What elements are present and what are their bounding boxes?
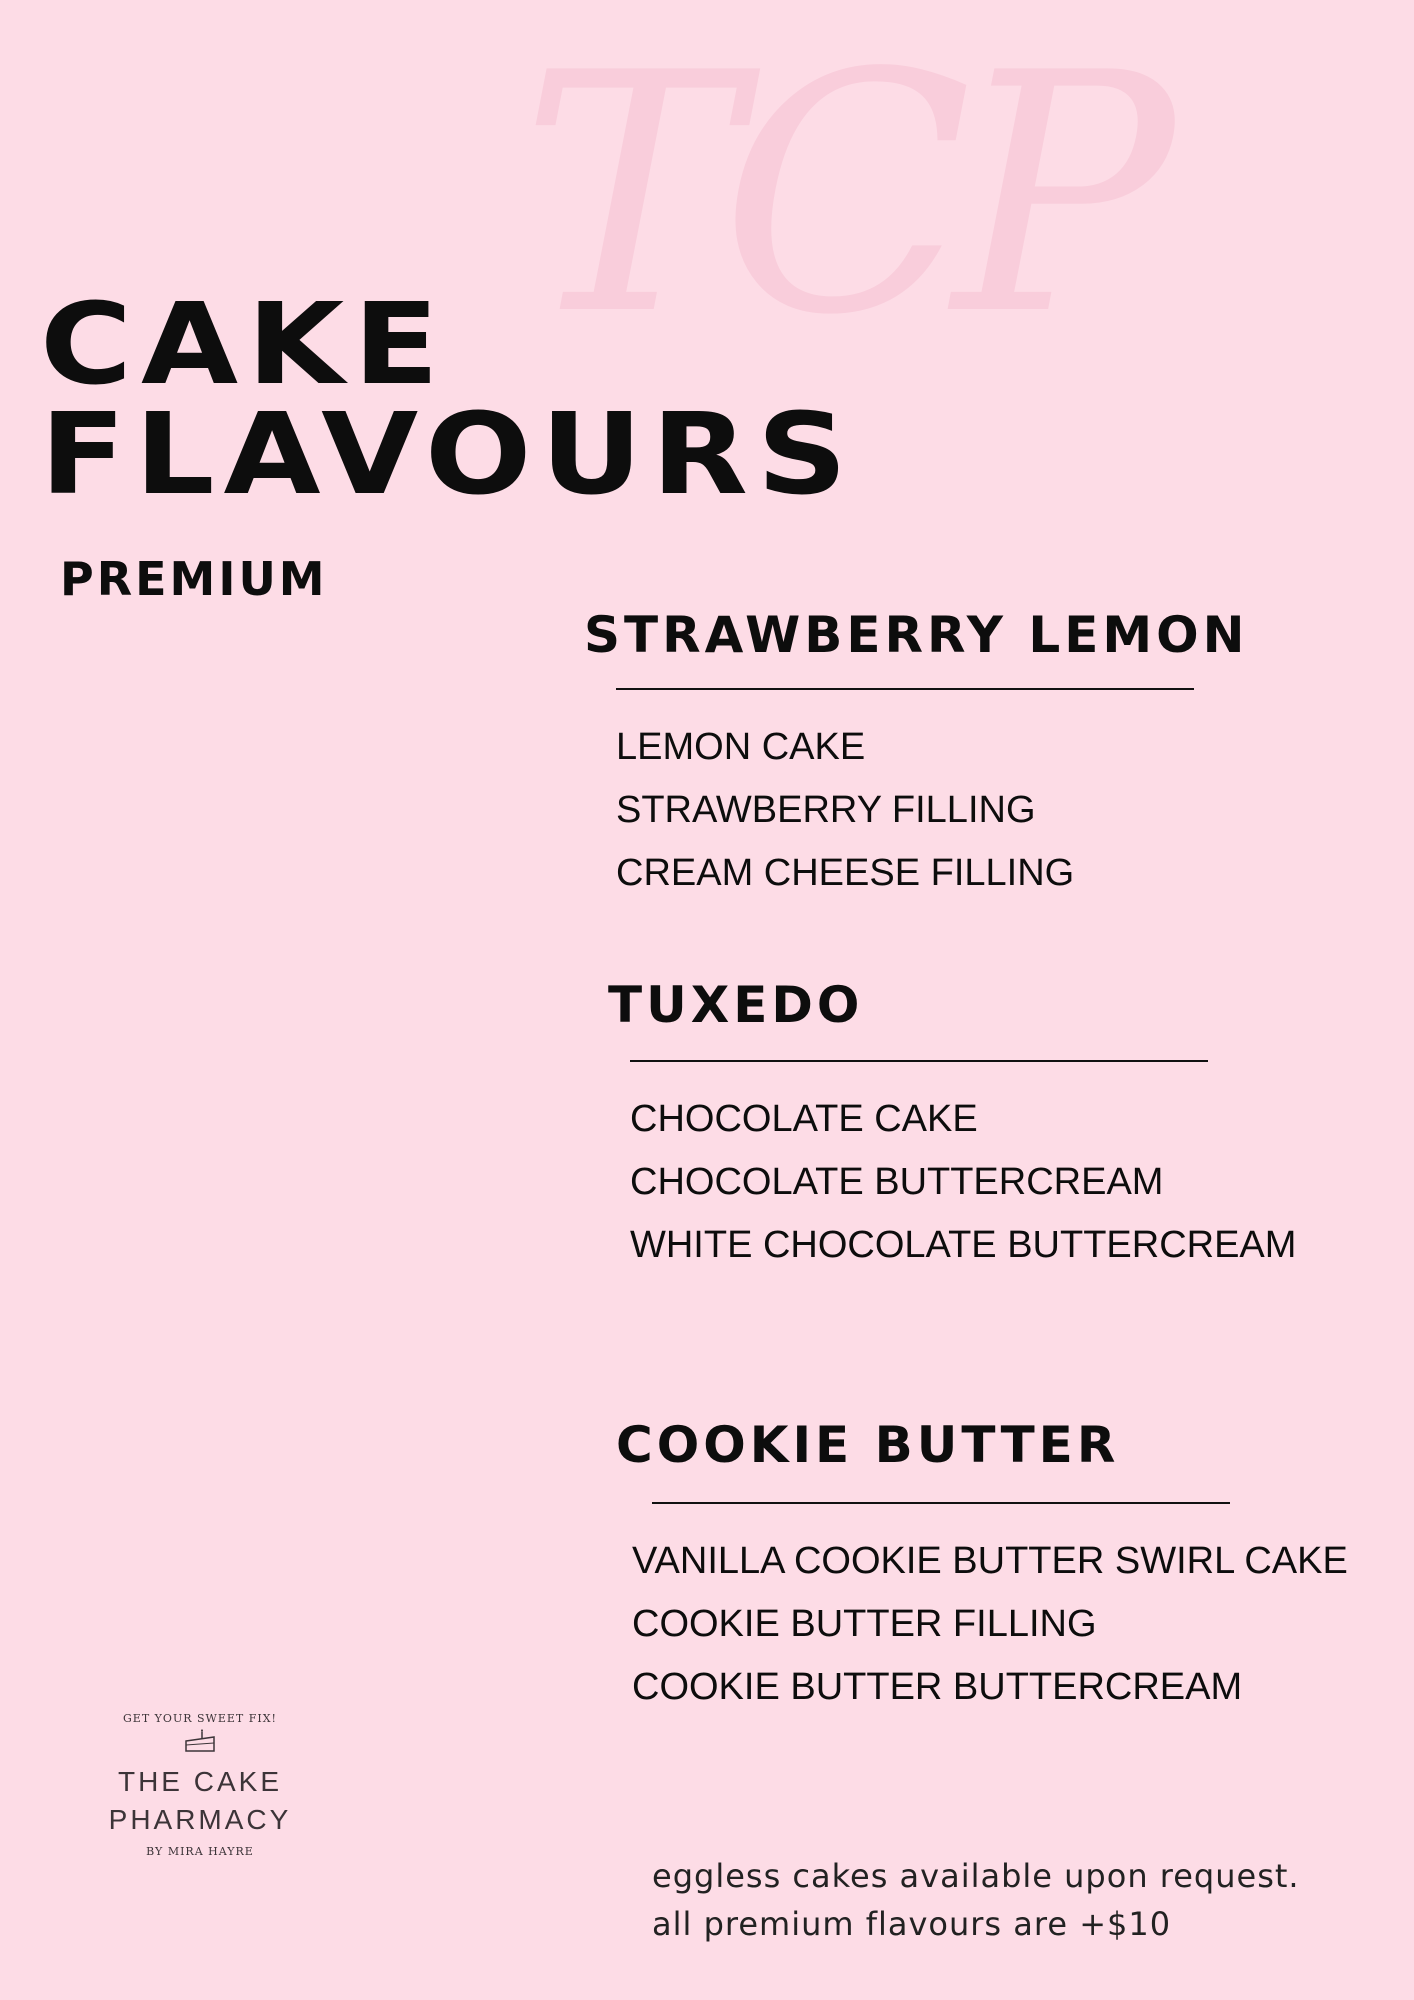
- flavour-heading: STRAWBERRY LEMON: [584, 606, 1249, 664]
- title-line-1: CAKE: [40, 280, 448, 410]
- list-item: VANILLA COOKIE BUTTER SWIRL CAKE: [632, 1540, 1348, 1582]
- note-premium-price: all premium flavours are +$10: [652, 1905, 1172, 1943]
- divider: [652, 1502, 1230, 1504]
- divider: [616, 688, 1194, 690]
- watermark-monogram: TCP: [520, 3, 1155, 387]
- flavour-section-tuxedo: [608, 976, 1297, 1266]
- list-item: CHOCOLATE BUTTERCREAM: [630, 1161, 1164, 1203]
- flavour-heading: TUXEDO: [608, 976, 864, 1034]
- flavour-heading: COOKIE BUTTER: [616, 1416, 1120, 1474]
- logo-name-line-1: THE CAKE: [117, 1766, 283, 1797]
- logo-byline: BY MIRA HAYRE: [146, 1845, 254, 1858]
- subtitle: PREMIUM: [60, 552, 328, 606]
- list-item: LEMON CAKE: [616, 726, 866, 768]
- list-item: COOKIE BUTTER BUTTERCREAM: [632, 1666, 1243, 1708]
- note-eggless: eggless cakes available upon request.: [652, 1857, 1300, 1895]
- title-line-2: FLAVOURS: [40, 390, 857, 520]
- list-item: COOKIE BUTTER FILLING: [632, 1603, 1097, 1645]
- flavour-items: [630, 1088, 1296, 1277]
- list-item: STRAWBERRY FILLING: [616, 789, 1036, 831]
- page-title: [40, 280, 857, 520]
- cake-slice-icon: [183, 1729, 217, 1755]
- divider: [630, 1060, 1208, 1062]
- flavour-section-strawberry-lemon: [584, 606, 1249, 894]
- flavour-items: [616, 716, 1074, 905]
- logo-name-line-2: PHARMACY: [108, 1804, 292, 1835]
- list-item: WHITE CHOCOLATE BUTTERCREAM: [630, 1224, 1297, 1266]
- flavour-section-cookie-butter: [616, 1416, 1348, 1708]
- logo-tagline: GET YOUR SWEET FIX!: [123, 1712, 277, 1725]
- brand-logo: [90, 1712, 310, 1858]
- list-item: CHOCOLATE CAKE: [630, 1098, 978, 1140]
- list-item: CREAM CHEESE FILLING: [616, 852, 1075, 894]
- flavour-items: [632, 1530, 1348, 1719]
- footer-notes: [652, 1852, 1300, 1948]
